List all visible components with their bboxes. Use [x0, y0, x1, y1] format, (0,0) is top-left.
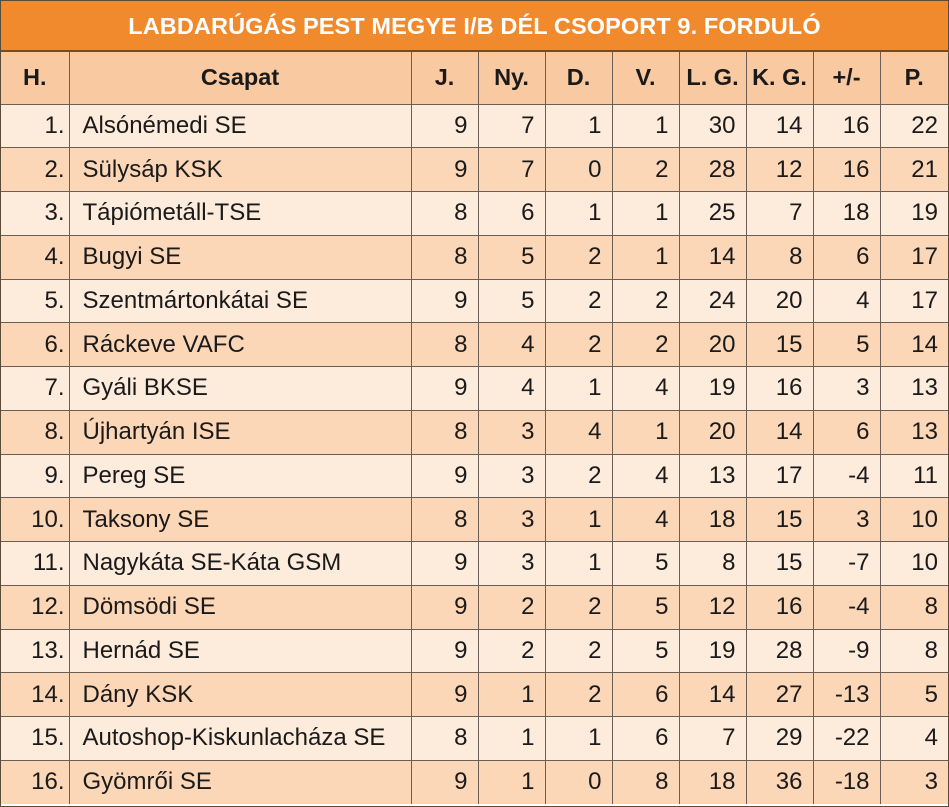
goals-against-cell: 7 — [746, 192, 813, 236]
points-cell: 3 — [880, 760, 948, 804]
goals-against-cell: 36 — [746, 760, 813, 804]
won-cell: 5 — [478, 279, 545, 323]
goal-difference-cell: -18 — [813, 760, 880, 804]
goal-difference-cell: 5 — [813, 323, 880, 367]
goal-difference-cell: -4 — [813, 585, 880, 629]
table-row — [1, 585, 948, 629]
points-cell: 10 — [880, 498, 948, 542]
position-cell: 13. — [1, 629, 69, 673]
won-cell: 1 — [478, 717, 545, 761]
team-name-cell: Gyömrői SE — [69, 760, 411, 804]
goals-for-cell: 28 — [679, 148, 746, 192]
table-row — [1, 410, 948, 454]
team-name-cell: Gyáli BKSE — [69, 367, 411, 411]
team-name-cell: Dány KSK — [69, 673, 411, 717]
won-cell: 5 — [478, 235, 545, 279]
won-cell: 7 — [478, 104, 545, 148]
drawn-cell: 1 — [545, 367, 612, 411]
points-cell: 8 — [880, 585, 948, 629]
standings-table — [1, 52, 948, 804]
position-cell: 16. — [1, 760, 69, 804]
col-header-drawn: D. — [545, 52, 612, 104]
table-row — [1, 717, 948, 761]
lost-cell: 1 — [612, 235, 679, 279]
table-row — [1, 760, 948, 804]
drawn-cell: 0 — [545, 148, 612, 192]
goal-difference-cell: -4 — [813, 454, 880, 498]
table-row — [1, 323, 948, 367]
won-cell: 1 — [478, 760, 545, 804]
played-cell: 8 — [411, 498, 478, 542]
goal-difference-cell: -7 — [813, 542, 880, 586]
position-cell: 10. — [1, 498, 69, 542]
position-cell: 8. — [1, 410, 69, 454]
team-name-cell: Autoshop-Kiskunlacháza SE — [69, 717, 411, 761]
team-name-cell: Hernád SE — [69, 629, 411, 673]
col-header-position: H. — [1, 52, 69, 104]
table-row — [1, 673, 948, 717]
col-header-team: Csapat — [69, 52, 411, 104]
team-name-cell: Pereg SE — [69, 454, 411, 498]
position-cell: 4. — [1, 235, 69, 279]
won-cell: 3 — [478, 410, 545, 454]
played-cell: 8 — [411, 717, 478, 761]
played-cell: 8 — [411, 410, 478, 454]
position-cell: 9. — [1, 454, 69, 498]
goal-difference-cell: 6 — [813, 410, 880, 454]
played-cell: 9 — [411, 673, 478, 717]
table-row — [1, 367, 948, 411]
played-cell: 8 — [411, 192, 478, 236]
team-name-cell: Tápiómetáll-TSE — [69, 192, 411, 236]
table-row — [1, 192, 948, 236]
drawn-cell: 1 — [545, 498, 612, 542]
goal-difference-cell: 16 — [813, 148, 880, 192]
position-cell: 3. — [1, 192, 69, 236]
played-cell: 9 — [411, 279, 478, 323]
played-cell: 9 — [411, 585, 478, 629]
won-cell: 1 — [478, 673, 545, 717]
lost-cell: 4 — [612, 454, 679, 498]
goals-against-cell: 29 — [746, 717, 813, 761]
goal-difference-cell: 3 — [813, 367, 880, 411]
points-cell: 13 — [880, 410, 948, 454]
lost-cell: 2 — [612, 323, 679, 367]
goal-difference-cell: 3 — [813, 498, 880, 542]
col-header-goals-against: K. G. — [746, 52, 813, 104]
table-row — [1, 279, 948, 323]
points-cell: 13 — [880, 367, 948, 411]
points-cell: 17 — [880, 235, 948, 279]
won-cell: 7 — [478, 148, 545, 192]
points-cell: 10 — [880, 542, 948, 586]
goals-for-cell: 7 — [679, 717, 746, 761]
col-header-points: P. — [880, 52, 948, 104]
position-cell: 14. — [1, 673, 69, 717]
goals-for-cell: 30 — [679, 104, 746, 148]
lost-cell: 5 — [612, 585, 679, 629]
drawn-cell: 1 — [545, 104, 612, 148]
points-cell: 14 — [880, 323, 948, 367]
points-cell: 11 — [880, 454, 948, 498]
played-cell: 9 — [411, 104, 478, 148]
drawn-cell: 2 — [545, 585, 612, 629]
goal-difference-cell: -22 — [813, 717, 880, 761]
goals-against-cell: 12 — [746, 148, 813, 192]
won-cell: 4 — [478, 323, 545, 367]
position-cell: 7. — [1, 367, 69, 411]
position-cell: 11. — [1, 542, 69, 586]
lost-cell: 4 — [612, 367, 679, 411]
goals-for-cell: 8 — [679, 542, 746, 586]
won-cell: 3 — [478, 454, 545, 498]
goals-against-cell: 15 — [746, 323, 813, 367]
points-cell: 17 — [880, 279, 948, 323]
drawn-cell: 0 — [545, 760, 612, 804]
played-cell: 9 — [411, 367, 478, 411]
drawn-cell: 2 — [545, 279, 612, 323]
goals-for-cell: 25 — [679, 192, 746, 236]
points-cell: 22 — [880, 104, 948, 148]
won-cell: 3 — [478, 542, 545, 586]
drawn-cell: 1 — [545, 192, 612, 236]
won-cell: 3 — [478, 498, 545, 542]
goals-against-cell: 8 — [746, 235, 813, 279]
drawn-cell: 1 — [545, 542, 612, 586]
goals-for-cell: 13 — [679, 454, 746, 498]
lost-cell: 2 — [612, 279, 679, 323]
drawn-cell: 2 — [545, 235, 612, 279]
col-header-goals-for: L. G. — [679, 52, 746, 104]
goals-for-cell: 18 — [679, 498, 746, 542]
goals-against-cell: 27 — [746, 673, 813, 717]
team-name-cell: Taksony SE — [69, 498, 411, 542]
played-cell: 8 — [411, 235, 478, 279]
team-name-cell: Szentmártonkátai SE — [69, 279, 411, 323]
goals-against-cell: 15 — [746, 542, 813, 586]
position-cell: 15. — [1, 717, 69, 761]
position-cell: 2. — [1, 148, 69, 192]
goals-against-cell: 15 — [746, 498, 813, 542]
drawn-cell: 1 — [545, 717, 612, 761]
table-title: LABDARÚGÁS PEST MEGYE I/B DÉL CSOPORT 9. FORDULÓ — [1, 1, 948, 52]
team-name-cell: Ráckeve VAFC — [69, 323, 411, 367]
points-cell: 21 — [880, 148, 948, 192]
lost-cell: 6 — [612, 673, 679, 717]
won-cell: 2 — [478, 629, 545, 673]
table-row — [1, 104, 948, 148]
points-cell: 8 — [880, 629, 948, 673]
goal-difference-cell: 18 — [813, 192, 880, 236]
position-cell: 1. — [1, 104, 69, 148]
drawn-cell: 2 — [545, 629, 612, 673]
col-header-won: Ny. — [478, 52, 545, 104]
goals-for-cell: 20 — [679, 410, 746, 454]
goal-difference-cell: -9 — [813, 629, 880, 673]
lost-cell: 1 — [612, 192, 679, 236]
team-name-cell: Bugyi SE — [69, 235, 411, 279]
table-row — [1, 498, 948, 542]
goals-for-cell: 20 — [679, 323, 746, 367]
goals-against-cell: 14 — [746, 410, 813, 454]
goals-for-cell: 14 — [679, 235, 746, 279]
lost-cell: 1 — [612, 104, 679, 148]
goals-against-cell: 20 — [746, 279, 813, 323]
played-cell: 9 — [411, 148, 478, 192]
table-row — [1, 148, 948, 192]
played-cell: 8 — [411, 323, 478, 367]
goals-against-cell: 14 — [746, 104, 813, 148]
won-cell: 4 — [478, 367, 545, 411]
team-name-cell: Újhartyán ISE — [69, 410, 411, 454]
played-cell: 9 — [411, 542, 478, 586]
team-name-cell: Alsónémedi SE — [69, 104, 411, 148]
lost-cell: 1 — [612, 410, 679, 454]
goals-against-cell: 16 — [746, 585, 813, 629]
goals-for-cell: 19 — [679, 367, 746, 411]
points-cell: 4 — [880, 717, 948, 761]
col-header-played: J. — [411, 52, 478, 104]
won-cell: 2 — [478, 585, 545, 629]
played-cell: 9 — [411, 760, 478, 804]
lost-cell: 4 — [612, 498, 679, 542]
table-row — [1, 542, 948, 586]
team-name-cell: Nagykáta SE-Káta GSM — [69, 542, 411, 586]
table-row — [1, 454, 948, 498]
goals-against-cell: 17 — [746, 454, 813, 498]
lost-cell: 5 — [612, 542, 679, 586]
position-cell: 5. — [1, 279, 69, 323]
drawn-cell: 4 — [545, 410, 612, 454]
goals-against-cell: 16 — [746, 367, 813, 411]
won-cell: 6 — [478, 192, 545, 236]
played-cell: 9 — [411, 629, 478, 673]
team-name-cell: Sülysáp KSK — [69, 148, 411, 192]
standings-body — [1, 104, 948, 804]
points-cell: 19 — [880, 192, 948, 236]
points-cell: 5 — [880, 673, 948, 717]
lost-cell: 8 — [612, 760, 679, 804]
lost-cell: 6 — [612, 717, 679, 761]
table-row — [1, 629, 948, 673]
header-row — [1, 52, 948, 104]
goals-for-cell: 19 — [679, 629, 746, 673]
drawn-cell: 2 — [545, 454, 612, 498]
goals-for-cell: 24 — [679, 279, 746, 323]
goal-difference-cell: -13 — [813, 673, 880, 717]
position-cell: 12. — [1, 585, 69, 629]
goals-for-cell: 14 — [679, 673, 746, 717]
col-header-goal-difference: +/- — [813, 52, 880, 104]
played-cell: 9 — [411, 454, 478, 498]
goal-difference-cell: 16 — [813, 104, 880, 148]
drawn-cell: 2 — [545, 673, 612, 717]
goals-for-cell: 12 — [679, 585, 746, 629]
goal-difference-cell: 4 — [813, 279, 880, 323]
lost-cell: 2 — [612, 148, 679, 192]
col-header-lost: V. — [612, 52, 679, 104]
goal-difference-cell: 6 — [813, 235, 880, 279]
team-name-cell: Dömsödi SE — [69, 585, 411, 629]
goals-against-cell: 28 — [746, 629, 813, 673]
position-cell: 6. — [1, 323, 69, 367]
goals-for-cell: 18 — [679, 760, 746, 804]
drawn-cell: 2 — [545, 323, 612, 367]
lost-cell: 5 — [612, 629, 679, 673]
table-row — [1, 235, 948, 279]
